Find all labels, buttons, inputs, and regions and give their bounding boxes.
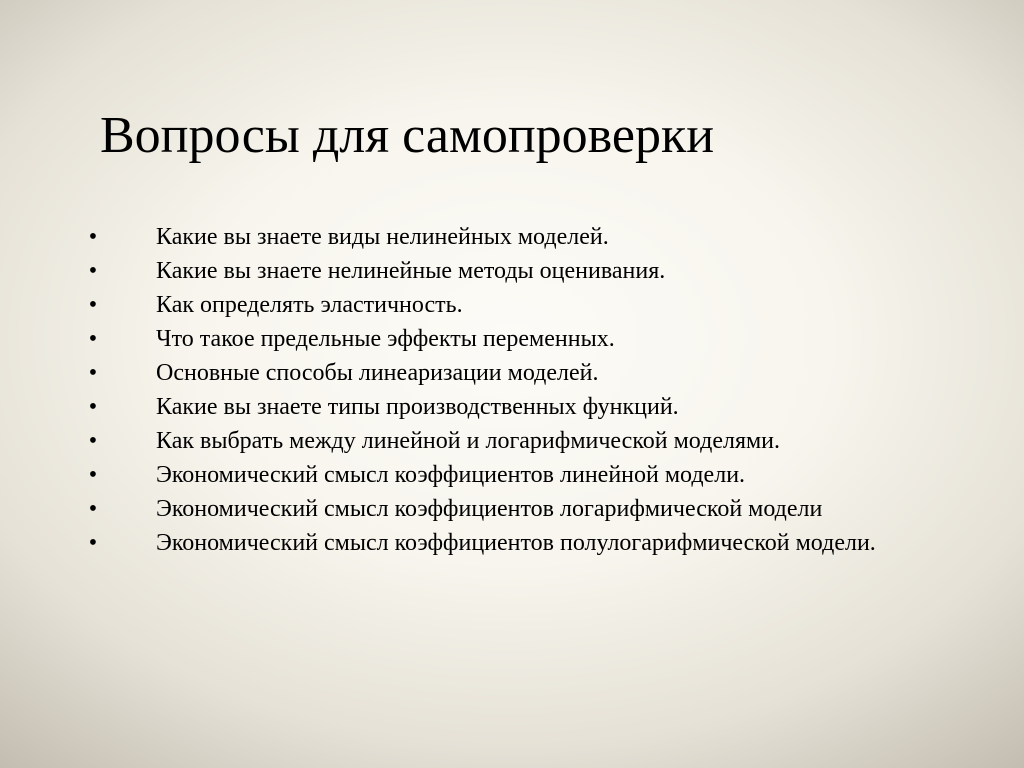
bullet-icon: •	[88, 496, 98, 522]
list-item-text: Какие вы знаете виды нелинейных моделей.	[156, 224, 609, 250]
bullet-icon: •	[88, 530, 98, 556]
list-item-text: Экономический смысл коэффициентов полулогарифмической модели.	[156, 530, 876, 556]
bullet-icon: •	[88, 360, 98, 386]
list-item-text: Какие вы знаете нелинейные методы оценивания.	[156, 258, 666, 284]
slide-title: Вопросы для самопроверки	[100, 107, 715, 164]
bullet-icon: •	[88, 224, 98, 250]
list-item-text: Как определять эластичность.	[156, 292, 463, 318]
list-item	[0, 395, 1024, 419]
bullet-icon: •	[88, 462, 98, 488]
bullet-icon: •	[88, 292, 98, 318]
list-item	[0, 463, 1024, 487]
list-item-text: Что такое предельные эффекты переменных.	[156, 326, 615, 352]
list-item	[0, 497, 1024, 521]
list-item	[0, 327, 1024, 351]
bullet-icon: •	[88, 258, 98, 284]
list-item	[0, 361, 1024, 385]
question-list	[0, 225, 1024, 565]
list-item-text: Основные способы линеаризации моделей.	[156, 360, 599, 386]
list-item-text: Экономический смысл коэффициентов логарифмической модели	[156, 496, 823, 522]
bullet-icon: •	[88, 326, 98, 352]
list-item-text: Экономический смысл коэффициентов линейной модели.	[156, 462, 746, 488]
list-item	[0, 259, 1024, 283]
list-item	[0, 531, 1024, 555]
list-item	[0, 293, 1024, 317]
list-item	[0, 429, 1024, 453]
bullet-icon: •	[88, 394, 98, 420]
bullet-icon: •	[88, 428, 98, 454]
list-item-text: Как выбрать между линейной и логарифмической моделями.	[156, 428, 781, 454]
list-item-text: Какие вы знаете типы производственных функций.	[156, 394, 679, 420]
list-item	[0, 225, 1024, 249]
